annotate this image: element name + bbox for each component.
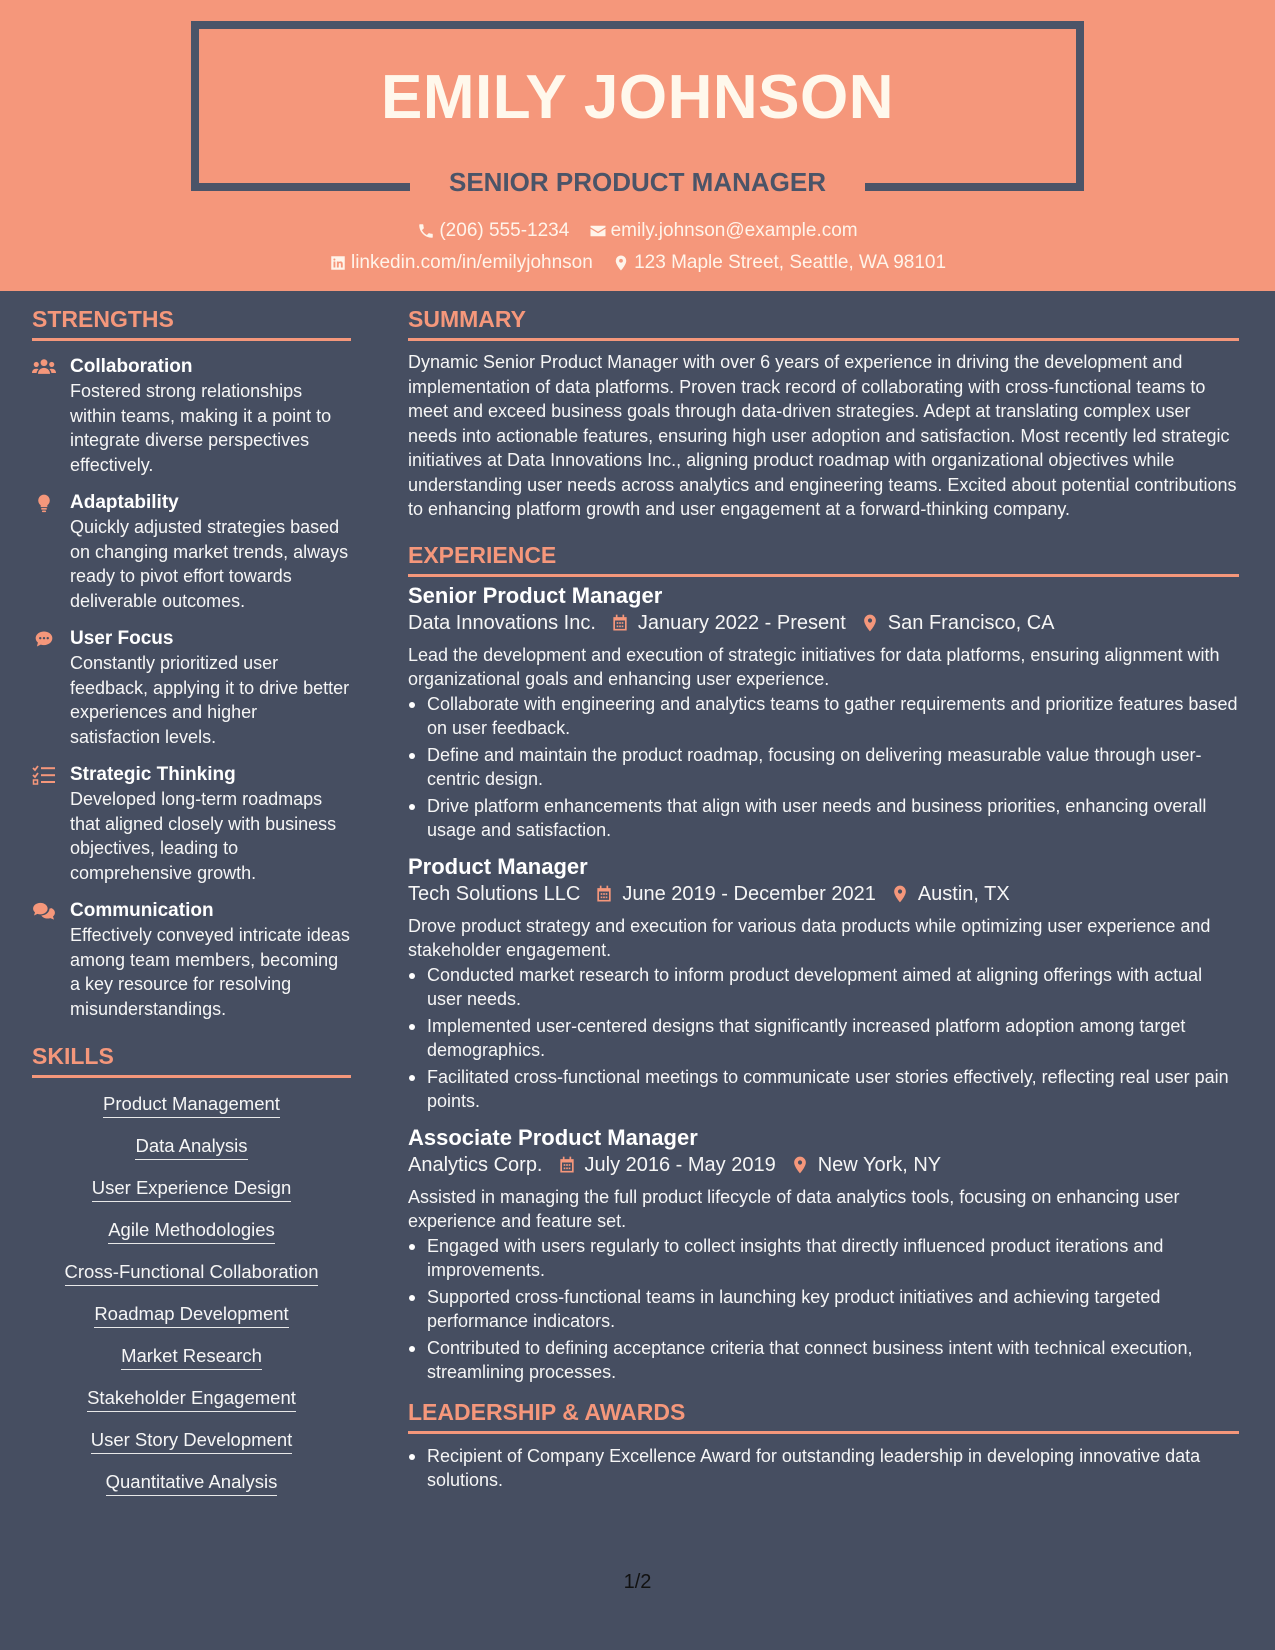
linkedin-text[interactable]: linkedin.com/in/emilyjohnson [350,252,593,273]
map-pin-icon [790,1155,810,1175]
phone-item [417,220,569,242]
company-name: Tech Solutions LLC [408,882,581,905]
skill-item: Stakeholder Engagement [87,1387,296,1412]
address-text: 123 Maple Street, Seattle, WA 98101 [634,252,947,273]
map-pin-icon [890,884,910,904]
envelope-icon [589,222,607,240]
summary-heading: SUMMARY [408,306,1239,341]
strength-title: Communication [70,900,214,921]
strength-text: Constantly prioritized user feedback, applying it to drive better experiences and higher satisfaction levels. [70,653,350,747]
job-meta [408,883,1239,906]
strength-item [32,491,351,613]
right-column [408,306,1239,1495]
candidate-name: EMILY JOHNSON [381,63,894,132]
strength-title: Strategic Thinking [70,764,236,785]
contact-row [0,220,1275,246]
bullet-item: Supported cross-functional teams in launching key product initiatives and achieving targeted performance indicators. [408,1285,1239,1334]
job-dates: June 2019 - December 2021 [622,882,876,905]
job-dates: July 2016 - May 2019 [584,1153,776,1176]
job-dates: January 2022 - Present [637,611,846,634]
linkedin-icon [329,254,347,272]
skill-item: Roadmap Development [94,1303,288,1328]
page-number: 1/2 [623,1571,652,1593]
email-item[interactable] [589,220,858,242]
email-text[interactable]: emily.johnson@example.com [610,220,858,241]
job-location: Austin, TX [917,882,1010,905]
linkedin-item[interactable] [329,252,593,274]
experience-heading: EXPERIENCE [408,542,1239,577]
calendar-icon [557,1155,577,1175]
strength-title: Collaboration [70,356,193,377]
job-location: New York, NY [817,1153,942,1176]
strength-text: Quickly adjusted strategies based on changing market trends, always ready to pivot effort towards deliverable outcomes. [70,517,349,611]
skill-item: Product Management [103,1093,280,1118]
job-title: Associate Product Manager [408,1124,698,1150]
contact-row [0,252,1275,278]
bullet-item: Conducted market research to inform product development aimed at aligning offerings with actual user needs. [408,963,1239,1012]
tasks-icon [32,765,56,785]
skill-item: Data Analysis [135,1135,247,1160]
job-entry [408,853,1239,1114]
skill-item: Cross-Functional Collaboration [65,1261,319,1286]
job-bullets [408,963,1239,1114]
lightbulb-icon [32,493,56,513]
bullet-item: Implemented user-centered designs that significantly increased platform adoption among target demographics. [408,1014,1239,1063]
job-title: SENIOR PRODUCT MANAGER [448,167,826,197]
job-bullets [408,692,1239,843]
company-name: Analytics Corp. [408,1153,543,1176]
calendar-icon [594,884,614,904]
strength-text: Developed long-term roadmaps that aligned closely with business objectives, leading to comprehensive growth. [70,789,337,883]
header [0,0,1275,291]
job-description: Assisted in managing the full product lifecycle of data analytics tools, focusing on enhancing user experience and feature set. [408,1186,1180,1231]
comment-dots-icon [32,629,56,649]
bullet-item: Drive platform enhancements that align with user needs and business priorities, enhancing overall usage and satisfaction. [408,794,1239,843]
strength-item [32,355,351,477]
skills-list [32,1093,351,1513]
bullet-item: Define and maintain the product roadmap, focusing on delivering measurable value through user-centric design. [408,743,1239,792]
strength-item [32,627,351,749]
skill-item: Agile Methodologies [108,1219,275,1244]
map-pin-icon [860,613,880,633]
users-icon [32,357,56,377]
job-location: San Francisco, CA [887,611,1055,634]
bullet-item: Facilitated cross-functional meetings to communicate user stories effectively, reflecting real user pain points. [408,1065,1239,1114]
bullet-item: Contributed to defining acceptance criteria that connect business intent with technical execution, streamlining processes. [408,1336,1239,1385]
job-bullets [408,1234,1239,1385]
job-entry [408,1124,1239,1385]
skill-item: Quantitative Analysis [106,1471,278,1496]
job-meta [408,612,1239,635]
strength-text: Effectively conveyed intricate ideas among team members, becoming a key resource for resolving misunderstandings. [70,925,350,1019]
strengths-list [32,355,351,1021]
skill-item: Market Research [121,1345,262,1370]
strength-title: Adaptability [70,492,179,513]
skills-heading: SKILLS [32,1043,351,1078]
job-description: Drove product strategy and execution for various data products while optimizing user experience and stakeholder engagement. [408,915,1211,960]
strength-title: User Focus [70,628,174,649]
award-item: Recipient of Company Excellence Award for outstanding leadership in developing innovative data solutions. [408,1444,1239,1493]
strength-item [32,899,351,1021]
job-title: Senior Product Manager [408,582,663,608]
job-meta [408,1154,1239,1177]
skill-item: User Experience Design [92,1177,291,1202]
job-description: Lead the development and execution of strategic initiatives for data platforms, ensuring alignment with organizational goals and enhancing user experience. [408,644,1220,689]
phone-icon [417,222,435,240]
address-item [612,252,946,274]
summary-text: Dynamic Senior Product Manager with over 6 years of experience in driving the development and implementation of data platforms. Proven track record of collaborating with cross-functional teams to meet and exceed business goals through data-driven strategies. Adept at translating complex user needs into actionable features, ensuring high user adoption and satisfaction. Most recently led strategic initiatives at Data Innovations Inc., aligning product roadmap with organizational objectives while understanding user needs across analytics and engineering teams. Excited about potential contributions to enhancing platform growth and user engagement at a forward-thinking company. [408,352,1237,519]
left-column [32,306,351,1513]
strength-text: Fostered strong relationships within teams, making it a point to integrate diverse perspectives effectively. [70,381,332,475]
job-entry [408,582,1239,843]
calendar-icon [610,613,630,633]
awards-heading: LEADERSHIP & AWARDS [408,1399,1239,1434]
phone-text: (206) 555-1234 [439,220,570,241]
job-title: Product Manager [408,853,588,879]
strength-item [32,763,351,885]
map-pin-icon [612,254,630,272]
company-name: Data Innovations Inc. [408,611,596,634]
bullet-item: Collaborate with engineering and analytics teams to gather requirements and prioritize features based on user feedback. [408,692,1239,741]
skill-item: User Story Development [91,1429,293,1454]
comments-icon [32,901,56,921]
bullet-item: Engaged with users regularly to collect insights that directly influenced product iterations and improvements. [408,1234,1239,1283]
strengths-heading: STRENGTHS [32,306,351,341]
awards-list [408,1444,1239,1493]
